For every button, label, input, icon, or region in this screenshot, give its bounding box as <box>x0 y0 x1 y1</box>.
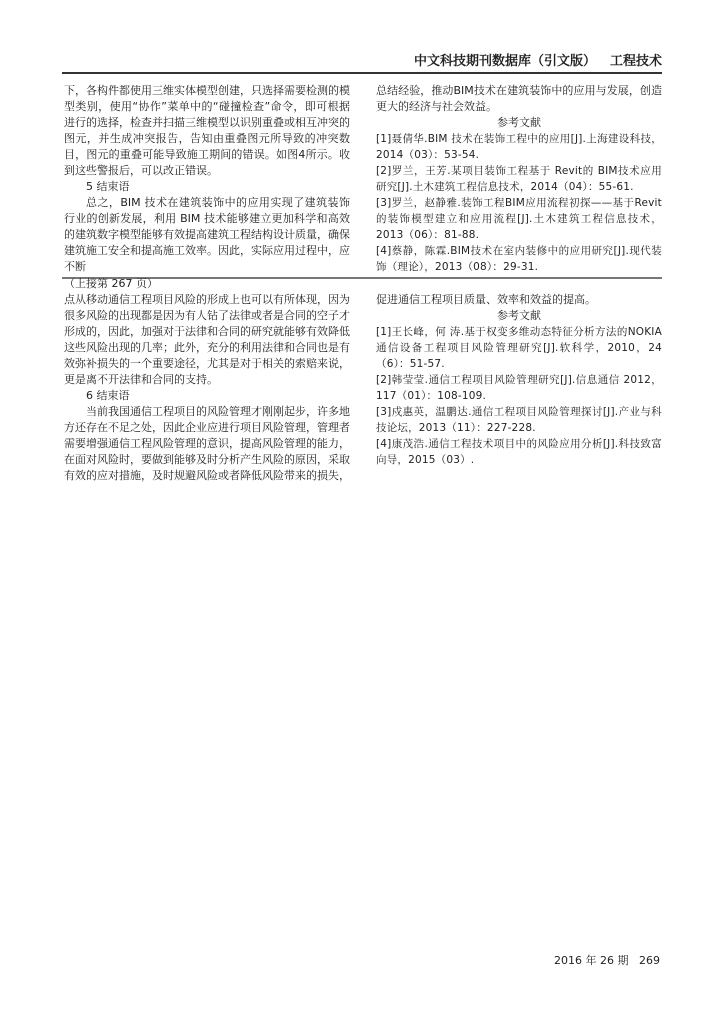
paragraph: 点从移动通信工程项目风险的形成上也可以有所体现，因为很多风险的出现都是因为有人钻了法律或者是合同的空子才形成的，因此，加强对于法律和合同的研究就能够有效降低这些风险出现的几率；此外，充分的利用法律和合同也是有效弥补损失的一个重要途径，尤其是对于相关的索赔来说，更是离不开法律和合同的支持。 <box>64 293 350 386</box>
references-title: 参考文献 <box>497 309 541 322</box>
article1-right-column <box>376 83 662 275</box>
reference-item: [1]王长峰，何 涛.基于权变多维动态特征分析方法的NOKIA 通信设备工程项目风险管理研究[J].软科学，2010，24（6）：51-57. <box>376 326 662 370</box>
issue-label: 2016 年 26 期 <box>554 954 629 967</box>
page-number: 269 <box>639 954 660 967</box>
paragraph: 下，各构件都使用三维实体模型创建，只选择需要检测的模型类别，使用“协作”菜单中的“碰撞检查”命令，即可根据进行的选择，检查并扫描三维模型以识别重叠或相互冲突的图元，并生成冲突报告，告知由重叠图元所导致的冲突数目，图元的重叠可能导致施工期间的错误。如图4所示。收到这些警报后，可以改正错误。 <box>64 84 350 177</box>
article2-right-column <box>376 292 662 468</box>
reference-item: [4]蔡静，陈霖.BIM技术在室内装修中的应用研究[J].现代装饰（理论），2013（08）：29-31. <box>376 245 662 273</box>
paragraph: 总之，BIM 技术在建筑装饰中的应用实现了建筑装饰行业的创新发展，利用 BIM 技术能够建立更加科学和高效的建筑数字模型能够有效提高建筑工程结构设计质量，确保建筑施工安全和提高施工效率。因此，实际应用过程中，应不断 <box>64 196 350 273</box>
reference-item: [1]聂倩华.BIM 技术在装饰工程中的应用[J].上海建设科技，2014（03）：53-54. <box>376 133 662 161</box>
section-heading: 5 结束语 <box>86 180 130 193</box>
reference-item: [2]韩莹莹.通信工程项目风险管理研究[J].信息通信 2012，117（01）：108-109. <box>376 374 662 402</box>
paragraph: 促进通信工程项目质量、效率和效益的提高。 <box>376 293 596 306</box>
article1-left-column <box>64 83 350 275</box>
section-heading: 6 结束语 <box>86 389 130 402</box>
journal-name: 中文科技期刊数据库（引文版） <box>413 54 596 69</box>
reference-item: [3]罗兰，赵静雅.装饰工程BIM应用流程初探——基于Revit的装饰模型建立和应用流程[J].土木建筑工程信息技术，2013（06）：81-88. <box>376 197 662 241</box>
reference-item: [3]戍惠英，温鹏达.通信工程项目风险管理探讨[J].产业与科技论坛，2013（11）：227-228. <box>376 406 662 434</box>
header-rule <box>62 72 662 74</box>
paragraph: 当前我国通信工程项目的风险管理才刚刚起步，许多地方还存在不足之处，因此企业应进行项目风险管理，管理者需要增强通信工程风险管理的意识，提高风险管理的能力，在面对风险时，要做到能够及时分析产生风险的原因，采取有效的应对措施，及时规避风险或者降低风险带来的损失， <box>64 405 350 482</box>
article2-left-column <box>64 276 350 484</box>
page-footer <box>540 952 660 968</box>
references-title: 参考文献 <box>497 116 541 129</box>
reference-item: [2]罗兰，王芳.某项目装饰工程基于 Revit的 BIM技术应用研究[J].土木建筑工程信息技术，2014（04）：55-61. <box>376 165 662 193</box>
section-name: 工程技术 <box>609 54 662 69</box>
page-header <box>372 50 662 69</box>
paragraph: （上接第 267 页） <box>64 277 158 290</box>
paragraph: 总结经验，推动BIM技术在建筑装饰中的应用与发展，创造更大的经济与社会效益。 <box>376 84 662 113</box>
reference-item: [4]康茂浩.通信工程技术项目中的风险应用分析[J].科技致富向导，2015（03）. <box>376 438 662 466</box>
